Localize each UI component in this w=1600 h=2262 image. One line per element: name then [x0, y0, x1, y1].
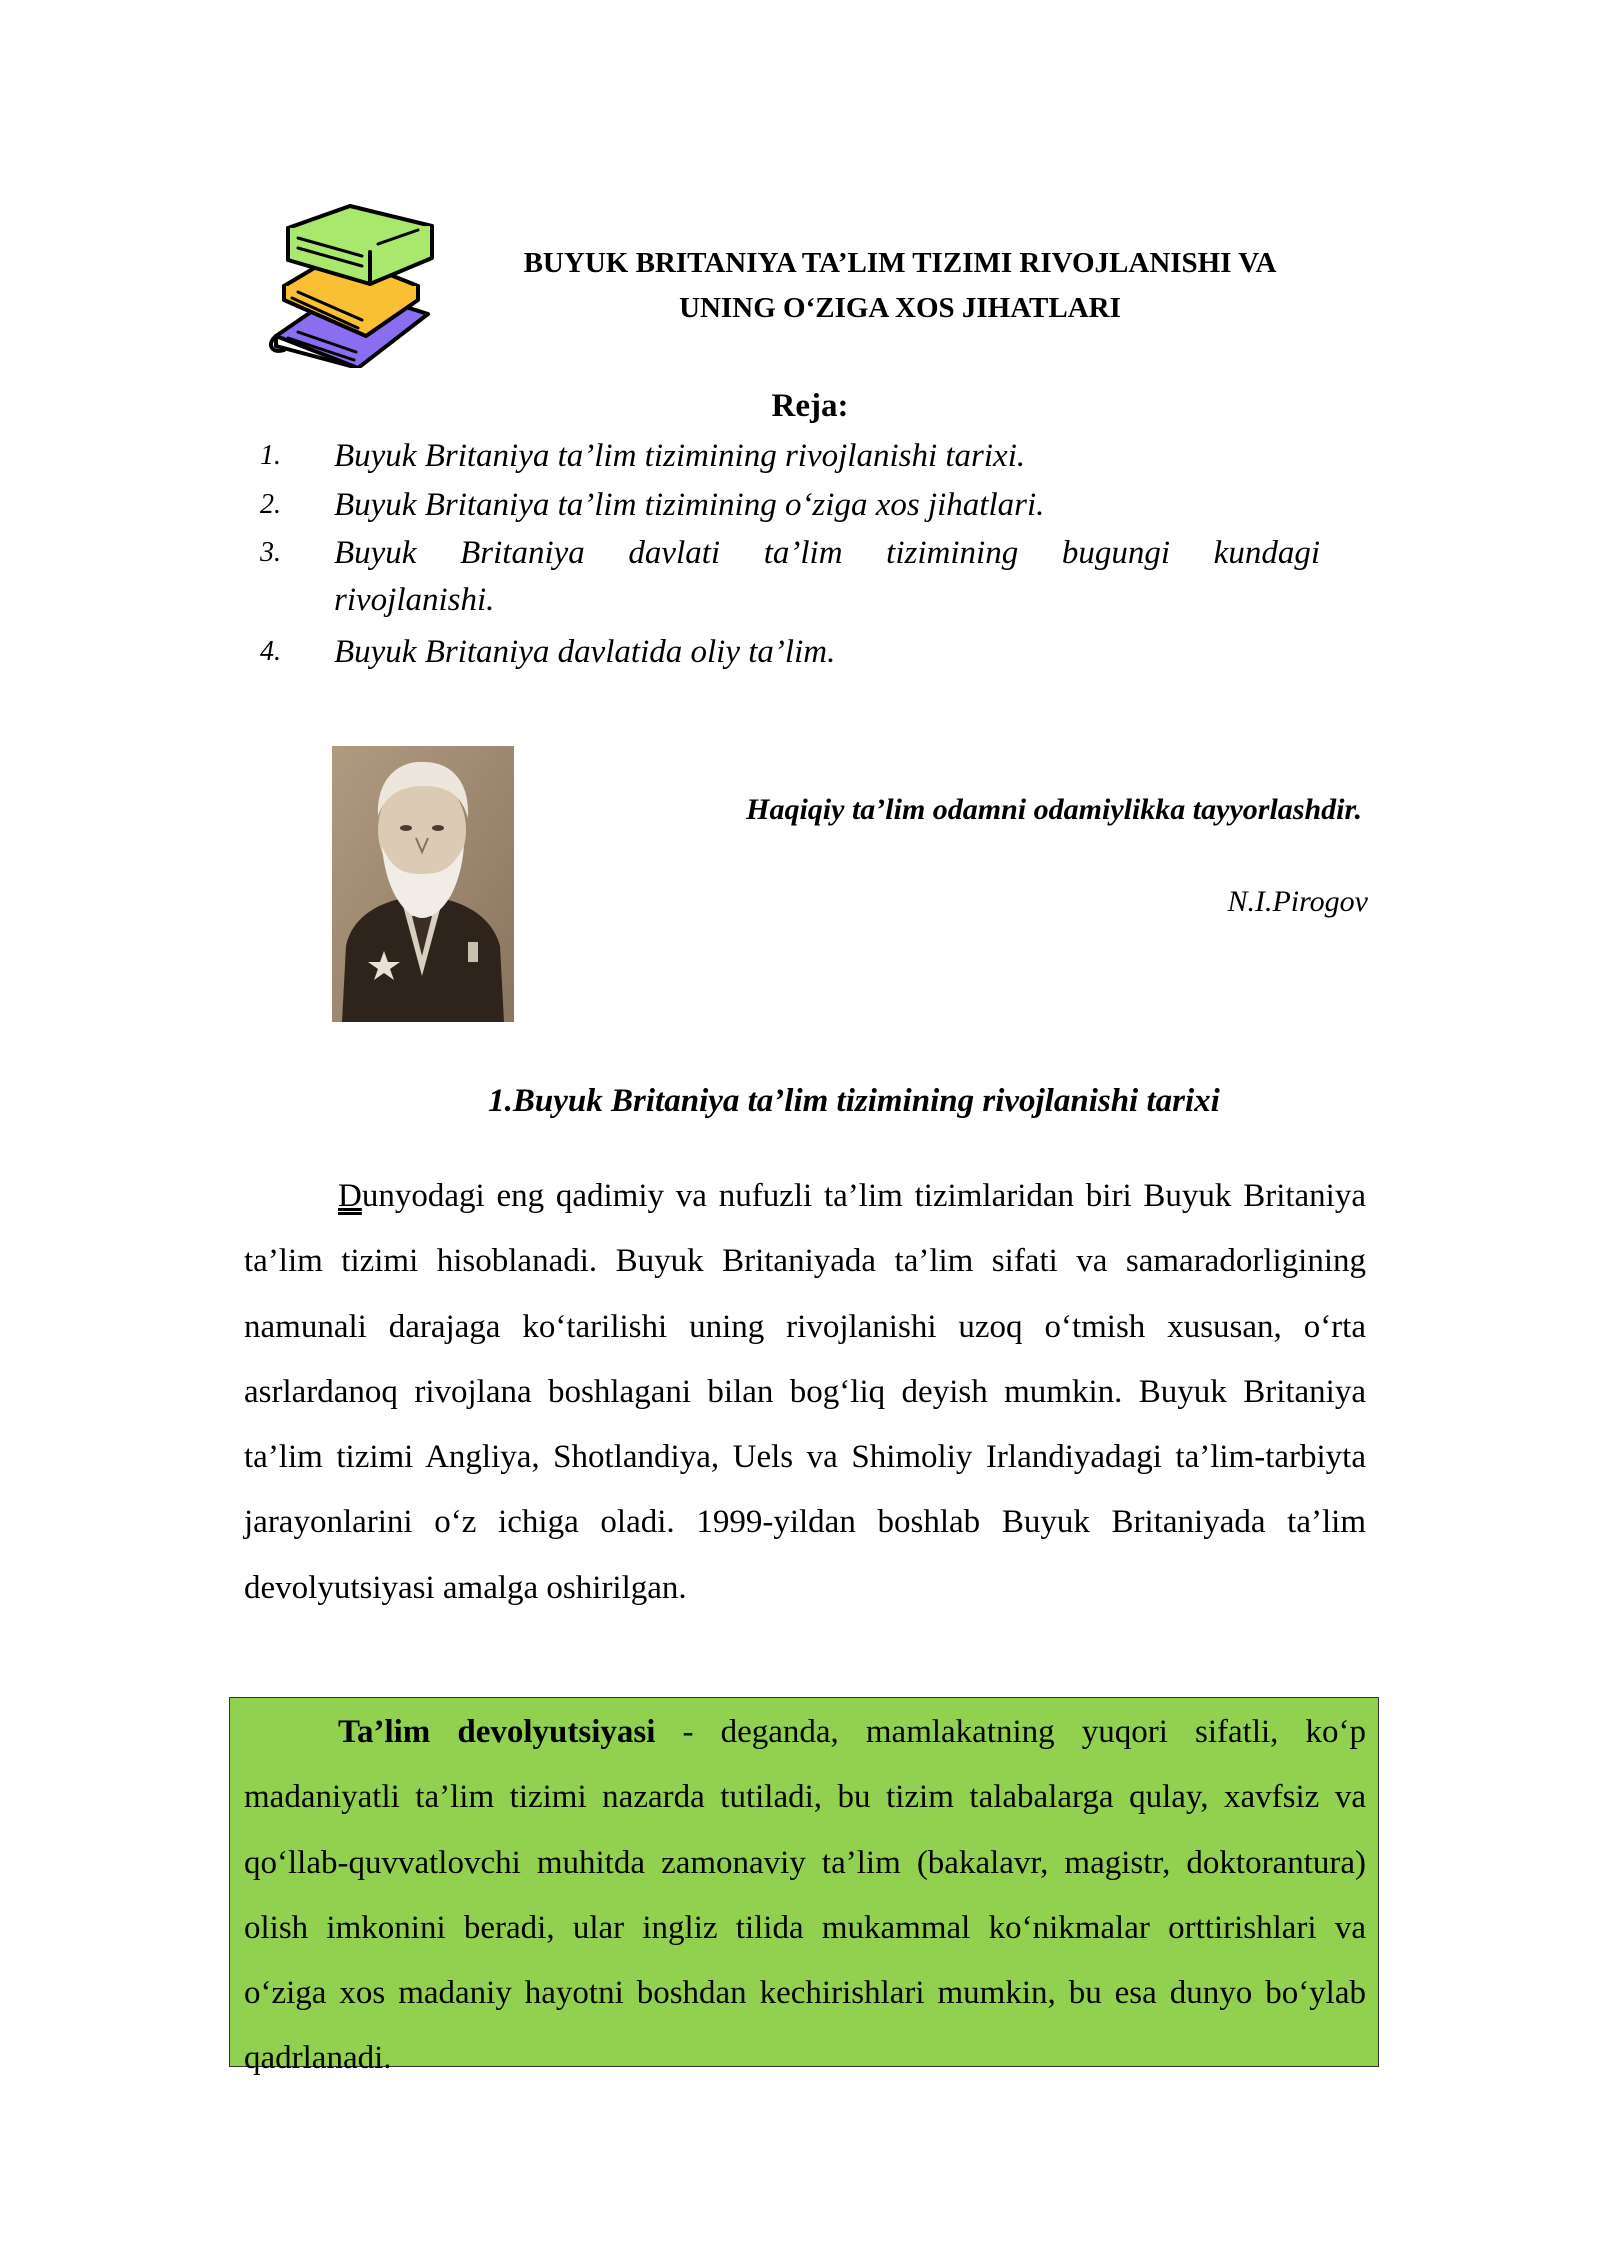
books-stack-icon [258, 204, 434, 368]
definition-text: - deganda, mamlakatning yuqori sifatli, ko‘p madaniyatli ta’lim tizimi nazarda tutiladi, bu tizim talabalarga qulay, xavfsiz va qo‘llab-quvvatlovchi muhitda zamonaviy ta’lim (bakalavr, magistr, doktorantura) olish imkonini beradi, ular ingliz tilida mukammal ko‘nikmalar orttirishlari va o‘ziga xos madaniy hayotni boshdan kechirishlari mumkin, bu esa dunyo bo‘ylab qadrlanadi. [244, 1714, 1366, 2077]
plan-item-number: 4. [260, 636, 281, 667]
plan-item-text: Buyuk Britaniya davlatida oliy ta’lim. [334, 634, 836, 670]
section-heading: 1.Buyuk Britaniya ta’lim tizimining rivojlanishi tarixi [488, 1083, 1220, 1119]
epigraph-quote: Haqiqiy ta’lim odamni odamiylikka tayyorlashdir. [746, 793, 1362, 826]
plan-item-text-continued: rivojlanishi. [334, 582, 495, 618]
plan-heading: Reja: [771, 388, 849, 424]
definition-paragraph [244, 1700, 1366, 2092]
plan-item-number: 2. [260, 489, 281, 520]
portrait-photo [332, 746, 514, 1022]
body-paragraph [244, 1164, 1366, 1621]
plan-item-text: Buyuk Britaniya ta’lim tizimining rivojlanishi tarixi. [334, 438, 1026, 474]
plan-item-text: Buyuk Britaniya davlati ta’lim tizimining bugungi kundagi [334, 535, 1320, 571]
definition-term: Ta’lim devolyutsiyasi [338, 1714, 656, 1750]
plan-item-number: 1. [260, 440, 281, 471]
paragraph-first-letter: D [338, 1178, 362, 1214]
epigraph-author: N.I.Pirogov [1227, 885, 1368, 918]
document-title-line-2: UNING O‘ZIGA XOS JIHATLARI [679, 292, 1121, 324]
document-title-line-1: BUYUK BRITANIYA TA’LIM TIZIMI RIVOJLANISHI VA [523, 247, 1277, 279]
plan-item-text: Buyuk Britaniya ta’lim tizimining o‘ziga xos jihatlari. [334, 487, 1045, 523]
paragraph-text: unyodagi eng qadimiy va nufuzli ta’lim tizimlaridan biri Buyuk Britaniya ta’lim tizimi hisoblanadi. Buyuk Britaniyada ta’lim sifati va samaradorligining namunali darajaga ko‘tarilishi uning rivojlanishi uzoq o‘tmish xususan, o‘rta asrlardanoq rivojlana boshlagani bilan bog‘liq deyish mumkin. Buyuk Britaniya ta’lim tizimi Angliya, Shotlandiya, Uels va Shimoliy Irlandiyadagi ta’lim-tarbiyta jarayonlarini o‘z ichiga oladi. 1999-yildan boshlab Buyuk Britaniyada ta’lim devolyutsiyasi amalga oshirilgan. [244, 1178, 1366, 1606]
plan-item-number: 3. [260, 537, 281, 568]
